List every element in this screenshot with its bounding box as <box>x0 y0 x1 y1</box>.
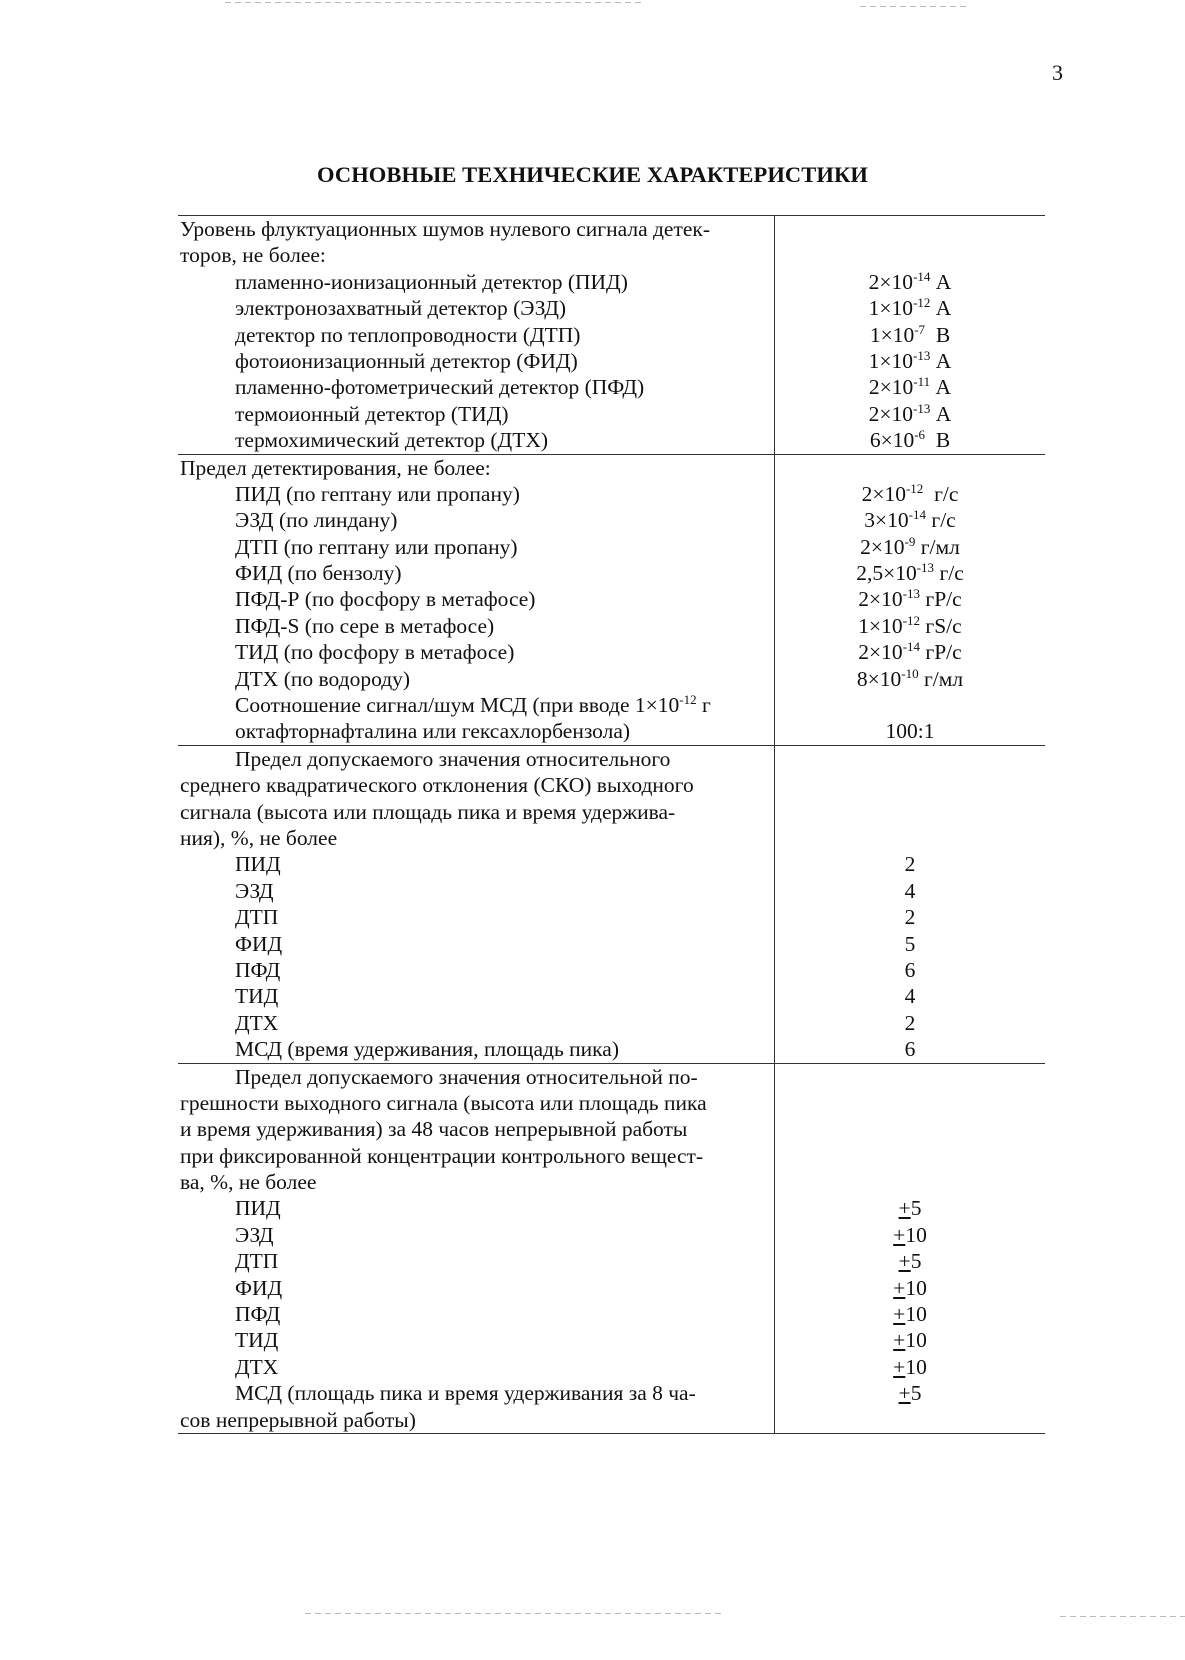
row-value: 5 <box>904 931 916 956</box>
scan-artifact-top-right <box>860 6 970 7</box>
label-column <box>178 216 775 454</box>
plus-minus-icon: + <box>898 1381 911 1406</box>
scan-artifact-top <box>225 2 645 3</box>
row-label: ЭЗД <box>235 1222 274 1247</box>
section-heading: грешности выходного сигнала (высота или площадь пика <box>180 1090 707 1115</box>
plus-minus-icon: + <box>898 1249 911 1274</box>
row-value: $1\times 10^{-12}$ гS/с <box>858 612 962 638</box>
plus-minus-icon: + <box>893 1302 906 1327</box>
row-label: ДТП <box>235 905 279 930</box>
label-column <box>178 746 775 1063</box>
row-value: $2\times 10^{-11}$ А <box>868 374 952 400</box>
msd-ratio-value: 100:1 <box>885 719 935 744</box>
row-value: 2 <box>904 852 916 877</box>
row-value: $2\times 10^{-13}$ А <box>868 400 952 426</box>
row-value: $6\times 10^{-6}$ В <box>869 427 951 453</box>
row-value: $3\times 10^{-14}$ г/с <box>864 507 956 533</box>
row-label: ДТХ <box>235 1010 279 1035</box>
msd-note-line2: октафторнафталина или гексахлорбензола) <box>235 719 631 744</box>
row-label: пламенно-фотометрический детектор (ПФД) <box>235 375 645 400</box>
section-detection-limit <box>178 454 1045 745</box>
section-rsd-limit <box>178 745 1045 1063</box>
scan-artifact-bottom <box>305 1613 725 1614</box>
row-label: фотоионизационный детектор (ФИД) <box>235 348 578 373</box>
row-value: $2\times 10^{-14}$ гР/с <box>858 639 962 665</box>
scan-artifact-bottom-right <box>1060 1616 1185 1617</box>
plus-minus-icon: + <box>893 1354 906 1379</box>
row-label: МСД (время удерживания, площадь пика) <box>235 1037 619 1062</box>
row-value: +5 <box>898 1381 922 1406</box>
row-label-continuation: сов непрерывной работы) <box>180 1407 416 1432</box>
row-label: ДТХ (по водороду) <box>235 666 411 691</box>
page-number: 3 <box>1052 60 1063 85</box>
row-label: электронозахватный детектор (ЭЗД) <box>235 296 567 321</box>
row-label: детектор по теплопроводности (ДТП) <box>235 322 581 347</box>
row-label: ЭЗД <box>235 878 274 903</box>
row-label: ФИД (по бензолу) <box>235 561 402 586</box>
section-heading: ния), %, не более <box>180 825 338 850</box>
row-label: ФИД <box>235 931 283 956</box>
section-relative-error <box>178 1063 1045 1434</box>
value-column <box>775 746 1045 1063</box>
row-value: $2\times 10^{-12}$ г/с <box>861 480 959 506</box>
row-value: +5 <box>898 1249 922 1274</box>
row-label: ТИД (по фосфору в метафосе) <box>235 640 515 665</box>
section-heading: Предел детектирования, не более: <box>180 455 491 480</box>
row-value: $2,5\times 10^{-13}$ г/с <box>856 560 964 586</box>
row-label: термоионный детектор (ТИД) <box>235 401 509 426</box>
section-heading: ва, %, не более <box>180 1170 317 1195</box>
row-label: ФИД <box>235 1275 283 1300</box>
row-label: пламенно-ионизационный детектор (ПИД) <box>235 269 628 294</box>
row-value: $8\times 10^{-10}$ г/мл <box>856 665 964 691</box>
row-label: ПИД <box>235 852 281 877</box>
specifications-table <box>178 215 1045 1434</box>
row-label: ТИД <box>235 984 279 1009</box>
row-value: +5 <box>898 1196 922 1221</box>
row-value: $1\times 10^{-12}$ А <box>868 295 952 321</box>
page-title: ОСНОВНЫЕ ТЕХНИЧЕСКИЕ ХАРАКТЕРИСТИКИ <box>316 162 868 187</box>
section-heading: сигнала (высота или площадь пика и время удержива- <box>180 799 676 824</box>
row-label: термохимический детектор (ДТХ) <box>235 428 549 453</box>
row-label: ДТП (по гептану или пропану) <box>235 534 518 559</box>
row-value: 4 <box>904 878 916 903</box>
row-label: ПИД (по гептану или пропану) <box>235 481 520 506</box>
section-heading: среднего квадратического отклонения (СКО) выходного <box>180 773 694 798</box>
section-noise-level <box>178 215 1045 454</box>
row-value: 4 <box>904 984 916 1009</box>
value-column <box>775 455 1045 745</box>
row-label: ПФД <box>235 1302 281 1327</box>
row-value: +10 <box>893 1328 927 1353</box>
row-value: +10 <box>893 1302 927 1327</box>
row-label: МСД (площадь пика и время удерживания за 8 ча- <box>235 1381 696 1406</box>
row-label: ЭЗД (по линдану) <box>235 508 398 533</box>
label-column <box>178 455 775 745</box>
row-value: +10 <box>893 1222 927 1247</box>
row-value: $1\times 10^{-13}$ А <box>868 347 952 373</box>
row-value: +10 <box>893 1354 927 1379</box>
plus-minus-icon: + <box>893 1328 906 1353</box>
row-label: ПФД-Р (по фосфору в метафосе) <box>235 587 536 612</box>
row-label: ПФД <box>235 957 281 982</box>
plus-minus-icon: + <box>893 1275 906 1300</box>
row-value: $2\times 10^{-9}$ г/мл <box>860 533 960 559</box>
section-heading: при фиксированной концентрации контрольного вещест- <box>180 1143 704 1168</box>
section-heading: торов, не более: <box>180 243 326 268</box>
section-heading: и время удерживания) за 48 часов непрерывной работы <box>180 1117 688 1142</box>
row-label: ДТХ <box>235 1354 279 1379</box>
row-value: 2 <box>904 905 916 930</box>
plus-minus-icon: + <box>893 1222 906 1247</box>
row-label: ПИД <box>235 1196 281 1221</box>
label-column <box>178 1064 775 1433</box>
row-value: 2 <box>904 1010 916 1035</box>
row-label: ТИД <box>235 1328 279 1353</box>
row-value: 6 <box>904 1037 916 1062</box>
plus-minus-icon: + <box>898 1196 911 1221</box>
section-heading: Предел допускаемого значения относительного <box>235 746 671 771</box>
section-heading: Предел допускаемого значения относительной по- <box>235 1064 698 1089</box>
row-value: $2\times 10^{-13}$ гР/с <box>858 586 962 612</box>
row-value: $1\times 10^{-7}$ В <box>869 321 951 347</box>
row-value: +10 <box>893 1275 927 1300</box>
row-label: ДТП <box>235 1249 279 1274</box>
value-column <box>775 1064 1045 1433</box>
row-value: 6 <box>904 957 916 982</box>
row-value: $2\times 10^{-14}$ А <box>868 268 952 294</box>
section-heading: Уровень флуктуационных шумов нулевого сигнала детек- <box>180 217 711 241</box>
value-column <box>775 216 1045 454</box>
row-label: ПФД-S (по сере в метафосе) <box>235 613 495 638</box>
msd-note-line1: Соотношение сигнал/шум МСД (при вводе $1\times 10^{-12}$ г <box>235 692 711 718</box>
